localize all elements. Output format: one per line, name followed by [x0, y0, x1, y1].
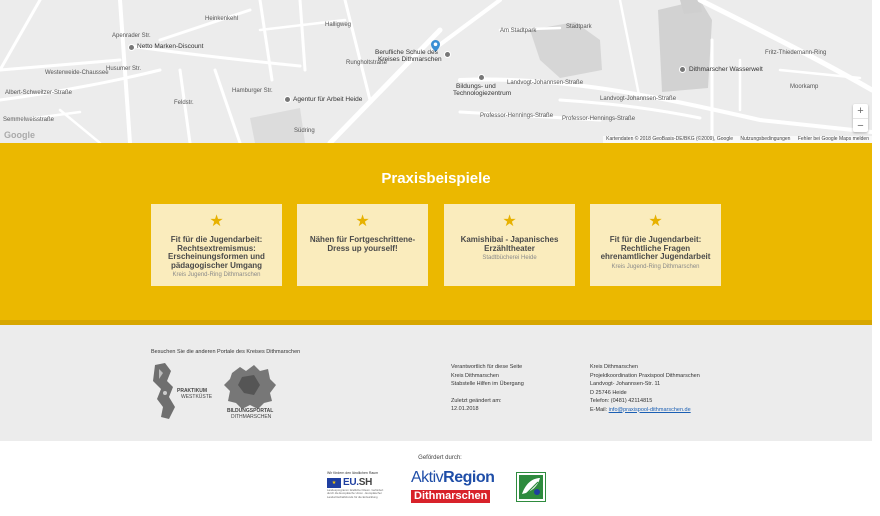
card-title[interactable] [155, 236, 278, 279]
map-label: Semmelweisstraße [3, 117, 55, 123]
map-label: Südring [294, 128, 315, 134]
zoom-out-button[interactable]: − [853, 118, 868, 132]
map-zoom-control [853, 104, 868, 132]
funding-section [0, 441, 880, 516]
map-label: Landvogt-Johannsen-Straße [507, 80, 584, 86]
map-label: Am Stadtpark [500, 28, 537, 34]
map-terms-link[interactable]: Nutzungsbedingungen [740, 136, 791, 142]
star-icon: ★ [355, 213, 370, 230]
eu-fine-line: durch die Europäische Union - Europäischer [327, 491, 382, 496]
eu-fine-line: Landesprogramm ländlicher Raum. Gefördert [327, 488, 384, 492]
praktikum-caption-1: PRAKTIKUM [177, 388, 207, 394]
education-poi-icon[interactable] [478, 74, 485, 81]
email-row [590, 406, 700, 415]
portals-heading: Besuchen Sie die anderen Portale des Kreises Dithmarschen [151, 349, 301, 355]
map-label: Husumer Str. [106, 66, 142, 72]
map-label: Dithmarscher Wasserwelt [689, 66, 763, 73]
card-subtitle: Kreis Jugend-Ring Dithmarschen [611, 263, 700, 270]
praxis-card[interactable] [590, 204, 721, 286]
map-label: Hamburger Str. [232, 88, 273, 94]
google-logo[interactable]: Google [4, 130, 35, 140]
eu-fine-line: Landwirtschaftsfonds für die Entwicklung [327, 494, 378, 499]
funding-label: Gefördert durch: [418, 455, 462, 461]
map-label: Moorkamp [790, 84, 819, 90]
card-title-text[interactable]: Nähen für Fortgeschrittene- Dress up yourself! [309, 235, 416, 253]
map-label: Landvogt-Johannsen-Straße [600, 96, 677, 102]
region-word: Region [443, 469, 495, 486]
zoom-in-button[interactable]: + [857, 105, 864, 117]
card-subtitle: Kreis Jugend-Ring Dithmarschen [172, 272, 261, 278]
shopping-poi-icon[interactable] [128, 44, 135, 51]
footer [0, 325, 872, 441]
eu-wordmark-sh: SH [358, 477, 373, 488]
map-label: Netto Marken-Discount [137, 43, 204, 50]
eu-tagline: Wir fördern den ländlichen Raum [327, 471, 379, 475]
card-title-text[interactable]: Fit für die Jugendarbeit: Rechtliche Fragen ehrenamtlicher Jugendarbeit [600, 235, 711, 261]
praxis-card[interactable] [151, 204, 282, 286]
address-line: Landvogt- Johannsen-Str. 11 [590, 381, 661, 387]
eu-sh-wordmark [343, 477, 372, 488]
aktivregion-wordmark [411, 470, 499, 486]
star-icon: ★ [502, 213, 517, 230]
map-label: Apenrader Str. [112, 33, 151, 39]
praxis-section [0, 143, 872, 325]
eu-sh-logo[interactable] [327, 471, 393, 501]
address-line: D 25746 Heide [590, 389, 627, 396]
card-subtitle: Stadtbücherei Heide [482, 255, 537, 261]
card-title[interactable] [448, 236, 571, 262]
phone: Telefon: (0481) 42114815 [590, 398, 653, 404]
bildungsportal-caption-2: DITHMARSCHEN [231, 414, 272, 420]
last-changed-date: 12.01.2018 [451, 406, 479, 412]
email-link[interactable]: info@praxispool-dithmarschen.de [608, 406, 691, 413]
map-label: Agentur für Arbeit Heide [293, 96, 363, 103]
responsible-line: Kreis Dithmarschen [451, 372, 499, 379]
bildungsportal-caption-1: BILDUNGSPORTAL [227, 408, 274, 414]
map-credits [603, 136, 872, 143]
embedded-map[interactable] [0, 0, 872, 143]
card-title-text[interactable]: Fit für die Jugendarbeit: Rechtsextremismus: Erscheinungsformen und pädagogischer Umgang [168, 235, 265, 270]
map-label: Stadtpark [566, 24, 592, 30]
praxis-card[interactable] [444, 204, 575, 286]
map-label: Fritz-Thiedemann-Ring [765, 50, 827, 56]
eu-flag-icon: ★ [327, 478, 341, 488]
card-title[interactable] [594, 236, 717, 271]
responsible-line: Stabstelle Hilfen im Übergang [451, 381, 524, 387]
school-poi-icon[interactable] [444, 51, 451, 58]
eu-wordmark-eu: EU. [343, 477, 359, 488]
praktikum-caption-2: WESTKÜSTE [181, 394, 213, 400]
map-data-credit: Kartendaten © 2018 GeoBasis-DE/BKG (©2009), Google [606, 136, 734, 142]
praxis-card[interactable] [297, 204, 428, 286]
map-label: Feldstr. [174, 100, 194, 106]
map-report-link[interactable]: Fehler bei Google Maps melden [797, 136, 869, 142]
address-line: Projektkoordination Praxispool Dithmarschen [590, 372, 700, 379]
card-title[interactable] [301, 236, 424, 254]
aktivregion-logo[interactable] [411, 470, 499, 504]
responsible-line: Verantwortlich für diese Seite [451, 364, 523, 370]
star-icon: ★ [648, 213, 663, 230]
office-poi-icon[interactable] [284, 96, 291, 103]
section-heading: Praxisbeispiele [381, 170, 491, 187]
aktiv-word: Aktiv [411, 469, 444, 486]
card-title-text[interactable]: Kamishibai - Japanisches Erzähltheater [460, 235, 559, 253]
map-label: Bildungs- und [456, 83, 496, 90]
map-label: Technologiezentrum [453, 90, 512, 97]
address-block [590, 363, 700, 414]
email-label: E-Mail: [590, 406, 609, 413]
map-label: Albert-Schweitzer-Straße [5, 90, 73, 96]
dithmarschen-band: Dithmarschen [411, 490, 490, 503]
eu-logo-row [327, 477, 393, 488]
leader-logo[interactable] [516, 472, 546, 502]
address-line: Kreis Dithmarschen [590, 364, 638, 370]
map-label: Professor-Hennings-Straße [480, 113, 554, 119]
map-label: Westerweide-Chaussee [45, 70, 109, 76]
last-changed-label: Zuletzt geändert am: [451, 397, 502, 404]
eu-fine-print [327, 489, 393, 499]
map-label: Rungholtstraße [346, 60, 388, 66]
responsible-block [451, 363, 524, 414]
map-label: Kreises Dithmarschen [378, 56, 442, 63]
pool-poi-icon[interactable] [679, 66, 686, 73]
star-icon: ★ [209, 213, 224, 230]
map-label: Professor-Hennings-Straße [562, 116, 636, 122]
map-label: Berufliche Schule des [375, 49, 438, 56]
map-label: Heinkenkehl [205, 16, 239, 22]
map-label: Halligweg [325, 22, 352, 28]
